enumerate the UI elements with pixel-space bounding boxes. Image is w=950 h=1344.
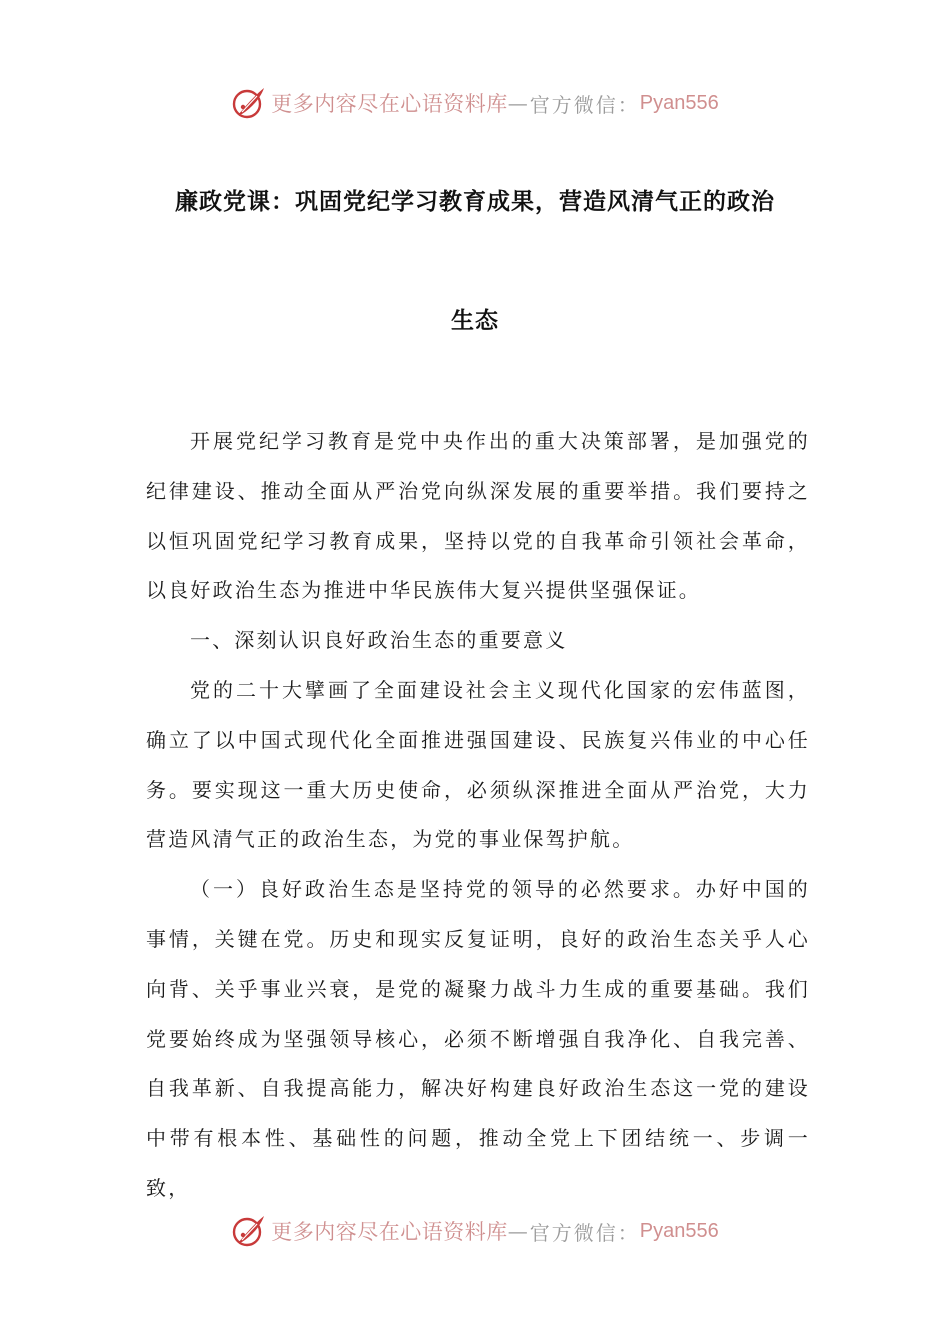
quill-pen-circle-icon [231,85,267,121]
watermark-dash: — [507,91,530,115]
document-body [146,417,810,1214]
watermark-official-label: 官方微信： [529,92,640,117]
quill-pen-circle-icon [231,1213,267,1249]
document-title-line-1: 廉政党课：巩固党纪学习教育成果，营造风清气正的政治 [175,189,775,215]
watermark-dash: — [507,1219,530,1243]
watermark-official-label: 官方微信： [529,1220,640,1245]
watermark-wechat-id: Pyan556 [639,91,719,114]
paragraph-section-1: 党的二十大擘画了全面建设社会主义现代化国家的宏伟蓝图，确立了以中国式现代化全面推进强国建设、民族复兴伟业的中心任务。要实现这一重大历史使命，必须纵深推进全面从严治党，大力营造风清气正的政治生态，为党的事业保驾护航。 [146,677,810,852]
section-heading-1: 一、深刻认识良好政治生态的重要意义 [190,628,568,653]
watermark-brand-text: 更多内容尽在心语资料库 [271,1220,508,1244]
document-title-line-2: 生态 [451,308,499,334]
header-watermark [0,83,950,123]
paragraph-subsection-1: （一）良好政治生态是坚持党的领导的必然要求。办好中国的事情，关键在党。历史和现实反复证明，良好的政治生态关乎人心向背、关乎事业兴衰，是党的凝聚力战斗力生成的重要基础。我们党要始终成为坚强领导核心，必须不断增强自我净化、自我完善、自我革新、自我提高能力，解决好构建良好政治生态这一党的建设中带有根本性、基础性的问题，推动全党上下团结统一、步调一致， [146,877,810,1200]
paragraph-intro: 开展党纪学习教育是党中央作出的重大决策部署，是加强党的纪律建设、推动全面从严治党向纵深发展的重要举措。我们要持之以恒巩固党纪学习教育成果，坚持以党的自我革命引领社会革命，以良好政治生态为推进中华民族伟大复兴提供坚强保证。 [146,429,810,603]
watermark-brand-text: 更多内容尽在心语资料库 [271,92,508,116]
watermark-wechat-id: Pyan556 [639,1219,719,1242]
footer-watermark [0,1211,950,1251]
